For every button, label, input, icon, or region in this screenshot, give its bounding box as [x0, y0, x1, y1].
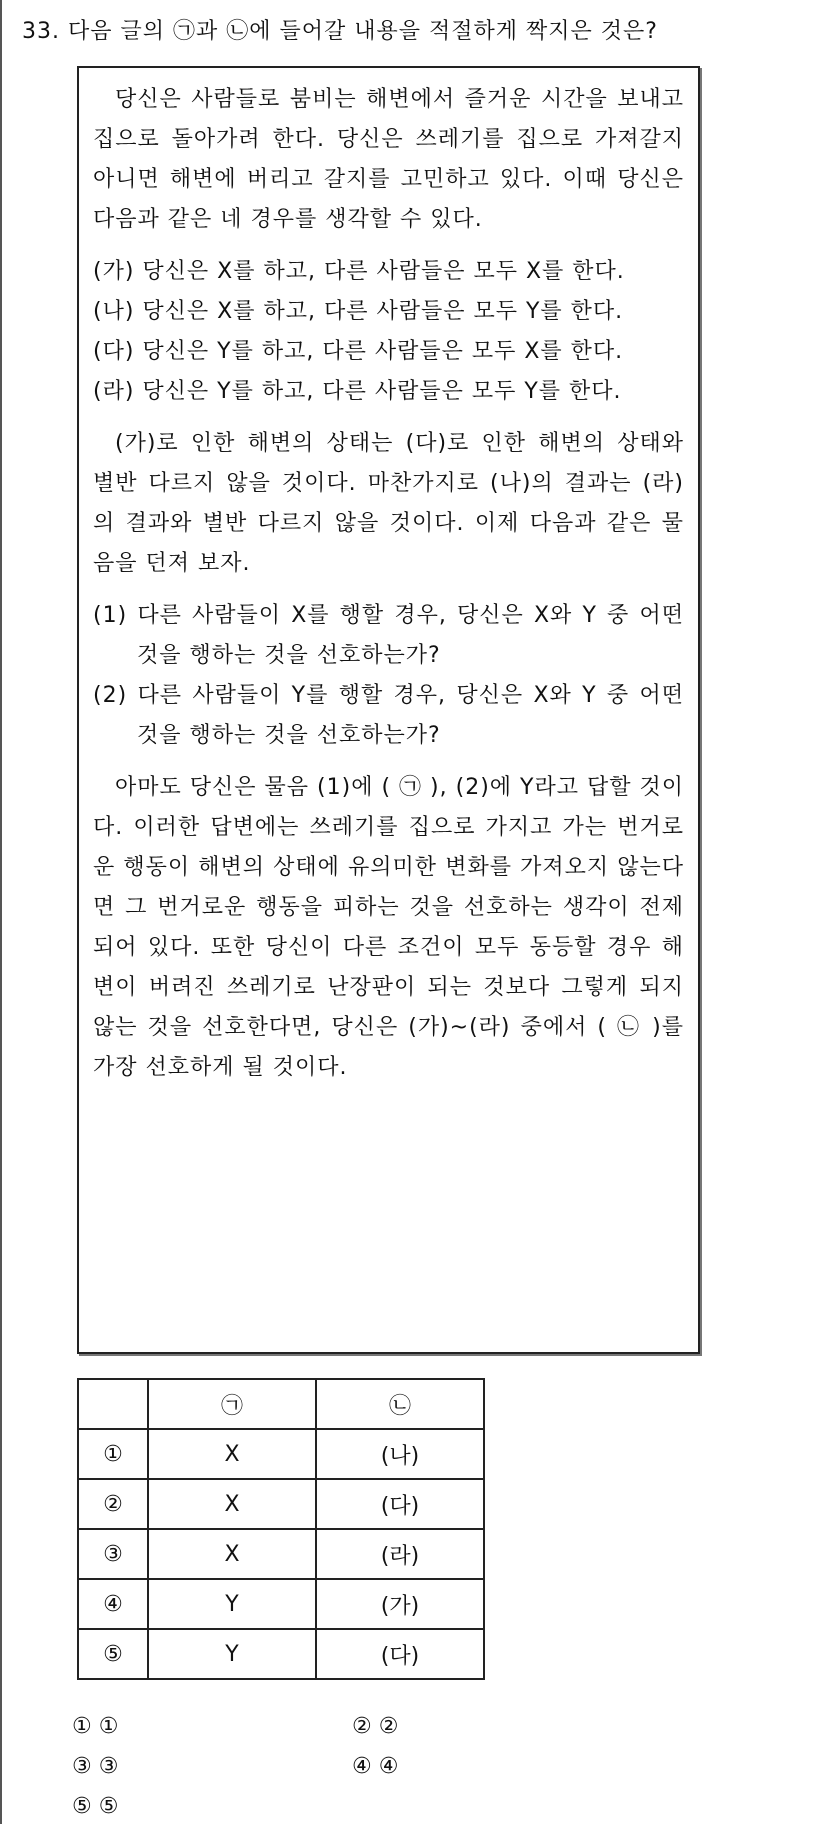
page-left-border — [0, 0, 2, 1824]
table-cell: ① — [78, 1429, 148, 1479]
table-cell: X — [148, 1429, 316, 1479]
option-label: ③ — [98, 1754, 119, 1779]
table-header-cell: ㉠ — [148, 1379, 316, 1429]
table-header-cell: ㉡ — [316, 1379, 484, 1429]
question-stem: 33. 다음 글의 ㉠과 ㉡에 들어갈 내용을 적절하게 짝지은 것은? — [22, 19, 658, 44]
question-1: (1) 다른 사람들이 X를 행할 경우, 당신은 X와 Y 중 어떤 것을 행하는 것을 선호하는가? — [93, 603, 684, 668]
option-marker: ② — [352, 1714, 372, 1739]
table-cell: ② — [78, 1479, 148, 1529]
table-cell: (라) — [316, 1529, 484, 1579]
passage-intro: 당신은 사람들로 붐비는 해변에서 즐거운 시간을 보내고 집으로 돌아가려 한다. 당신은 쓰레기를 집으로 가져갈지 아니면 해변에 버리고 갈지를 고민하고 있다. 이때 당신은 다음과 같은 네 경우를 생각할 수 있다. — [93, 87, 684, 232]
option-label: ② — [378, 1714, 399, 1739]
table-row — [78, 1529, 484, 1579]
table-cell: ⑤ — [78, 1629, 148, 1679]
table-cell: Y — [148, 1629, 316, 1679]
answer-option-2[interactable] — [352, 1714, 398, 1739]
passage-conclusion: 아마도 당신은 물음 (1)에 ( ㉠ ), (2)에 Y라고 답할 것이다. 이러한 답변에는 쓰레기를 집으로 가지고 가는 번거로운 행동이 해변의 상태에 유의미한 변화를 가져오지 않는다면 그 번거로운 행동을 피하는 것을 선호하는 생각이 전제되어 있다. 또한 당신이 다른 조건이 모두 동등할 경우 해변이 버려진 쓰레기로 난장판이 되는 것보다 그렇게 되지 않는 것을 선호한다면, 당신은 (가)~(라) 중에서 ( ㉡ )를 가장 선호하게 될 것이다. — [93, 775, 684, 1080]
option-marker: ③ — [72, 1754, 92, 1779]
question-2: (2) 다른 사람들이 Y를 행할 경우, 당신은 X와 Y 중 어떤 것을 행하는 것을 선호하는가? — [93, 683, 684, 748]
table-cell: (다) — [316, 1629, 484, 1679]
case-da: (다) 당신은 Y를 하고, 다른 사람들은 모두 X를 한다. — [93, 339, 624, 364]
passage-box — [77, 66, 700, 1354]
option-label: ⑤ — [98, 1794, 119, 1819]
table-row — [78, 1579, 484, 1629]
table-row — [78, 1479, 484, 1529]
table-cell: ③ — [78, 1529, 148, 1579]
answer-option-1[interactable] — [72, 1714, 118, 1739]
option-label: ④ — [378, 1754, 399, 1779]
table-row — [78, 1429, 484, 1479]
table-cell: (나) — [316, 1429, 484, 1479]
case-ga: (가) 당신은 X를 하고, 다른 사람들은 모두 X를 한다. — [93, 259, 625, 284]
table-cell: Y — [148, 1579, 316, 1629]
passage-middle: (가)로 인한 해변의 상태는 (다)로 인한 해변의 상태와 별반 다르지 않을 것이다. 마찬가지로 (나)의 결과는 (라)의 결과와 별반 다르지 않을 것이다. 이제 다음과 같은 물음을 던져 보자. — [93, 431, 684, 576]
option-marker: ① — [72, 1714, 92, 1739]
answer-option-4[interactable] — [352, 1754, 398, 1779]
table-cell: X — [148, 1529, 316, 1579]
table-header-cell — [78, 1379, 148, 1429]
table-row — [78, 1629, 484, 1679]
table-cell: (가) — [316, 1579, 484, 1629]
table-cell: X — [148, 1479, 316, 1529]
option-marker: ⑤ — [72, 1794, 92, 1819]
answer-table — [77, 1378, 485, 1680]
table-cell: ④ — [78, 1579, 148, 1629]
table-cell: (다) — [316, 1479, 484, 1529]
answer-option-3[interactable] — [72, 1754, 118, 1779]
option-marker: ④ — [352, 1754, 372, 1779]
case-ra: (라) 당신은 Y를 하고, 다른 사람들은 모두 Y를 한다. — [93, 379, 622, 404]
case-na: (나) 당신은 X를 하고, 다른 사람들은 모두 Y를 한다. — [93, 299, 624, 324]
answer-option-5[interactable] — [72, 1794, 118, 1819]
option-label: ① — [98, 1714, 119, 1739]
table-header-row — [78, 1379, 484, 1429]
